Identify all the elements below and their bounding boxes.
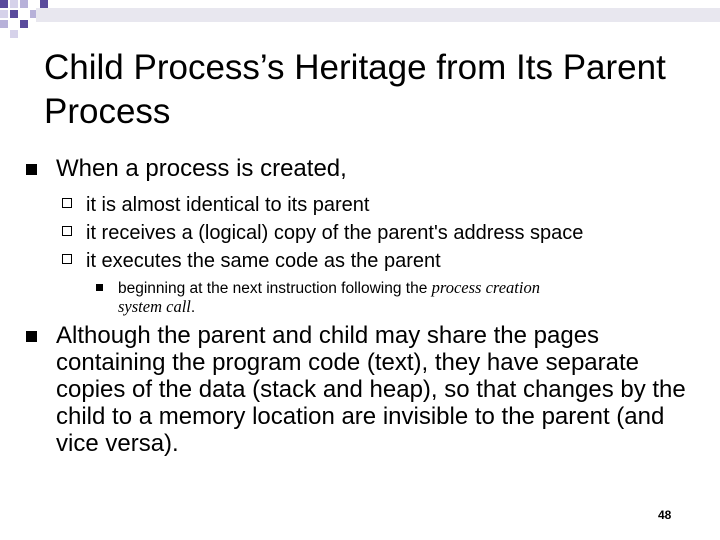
process-creation-italic: process creation: [431, 278, 540, 297]
hollow-square-bullet-icon: [62, 254, 72, 264]
page-number: 48: [658, 508, 672, 522]
sub-bullet-same-code: [86, 249, 706, 273]
bullet-text: When a process is created,: [56, 155, 347, 182]
sub-bullet-copy-address-space: [86, 221, 706, 245]
sub-bullet-text: it is almost identical to its parent: [86, 194, 370, 216]
bullet-process-created: [56, 155, 706, 182]
slide-title: Child Process’s Heritage from Its Parent Process: [44, 48, 666, 131]
sub-sub-bullet-period: .: [190, 299, 196, 316]
hollow-square-bullet-icon: [62, 198, 72, 208]
hollow-square-bullet-icon: [62, 226, 72, 236]
sub-bullet-text: it receives a (logical) copy of the parent's address space: [86, 222, 584, 244]
sub-sub-bullet-text: beginning at the next instruction following the: [118, 280, 432, 297]
sub-bullet-text: it executes the same code as the parent: [86, 250, 441, 272]
bullet-separate-copies: [56, 322, 706, 457]
system-call-italic: system call: [118, 297, 191, 316]
square-bullet-icon: [26, 331, 37, 342]
sub-sub-bullet-next-instruction: [118, 279, 698, 317]
square-bullet-icon: [96, 284, 103, 291]
square-bullet-icon: [26, 164, 37, 175]
sub-bullet-identical: [86, 193, 706, 217]
bullet-text: Although the parent and child may share the pages containing the program code (text), they have separate copies of the data (stack and heap), so that changes by the child to a memory location are invisible to the parent (and vice versa).: [56, 322, 686, 457]
